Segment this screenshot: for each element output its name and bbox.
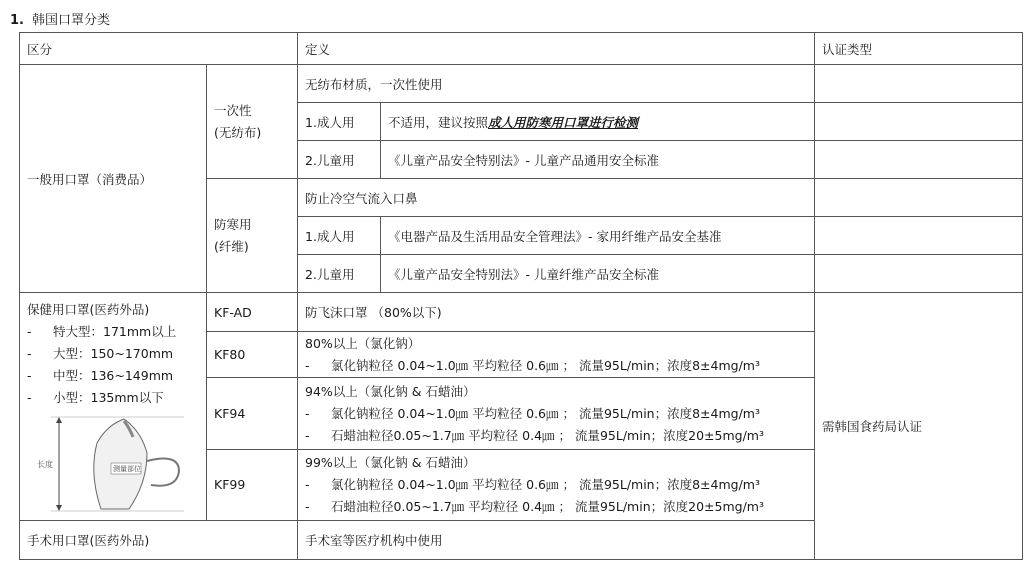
surgical-desc: 手术室等医疗机构中使用 (298, 521, 815, 560)
size-item (27, 387, 199, 409)
mask-ear-loop (147, 459, 179, 486)
disposable-child-text: 《儿童产品安全特别法》- 儿童产品通用安全标准 (381, 141, 815, 179)
health-category-cell (20, 293, 207, 521)
adult-text-prefix: 不适用，建议按照 (388, 114, 489, 130)
disposable-desc: 无纺布材质，一次性使用 (298, 65, 815, 103)
general-category-cell: 一般用口罩（消费品） (20, 65, 207, 293)
kf99-desc (298, 449, 815, 520)
kf99-grade: KF99 (207, 449, 298, 520)
cert-empty (815, 255, 1023, 293)
dash: - (305, 498, 310, 514)
dash: - (27, 368, 32, 383)
cold-child-label: 2.儿童用 (298, 255, 381, 293)
kf80-line2-row (305, 355, 807, 377)
mask-measurement-figure (29, 413, 189, 517)
header-row (20, 33, 1023, 65)
kf94-line1: 94%以上（氯化钠 & 石蜡油） (305, 383, 476, 399)
health-cert-cell: 需韩国食药局认证 (815, 293, 1023, 560)
header-definition: 定义 (298, 33, 815, 65)
size-item (27, 343, 199, 365)
kf99-line3-row (305, 496, 807, 518)
measure-label: 测量部位 (113, 465, 141, 473)
disposable-material: (无纺布) (214, 124, 262, 140)
kf94-grade: KF94 (207, 378, 298, 449)
cold-label: 防寒用 (214, 216, 252, 232)
cold-type-cell (207, 179, 298, 293)
kf80-line1: 80%以上（氯化钠） (305, 335, 421, 351)
dash: - (305, 405, 310, 421)
section-title: 韩国口罩分类 (31, 13, 110, 28)
arrow-bottom (56, 505, 62, 511)
health-label: 保健用口罩(医药外品) (27, 302, 150, 317)
table-row (20, 65, 1023, 103)
length-label: 长度 (37, 460, 53, 469)
kf99-line2: 氯化钠粒径 0.04~1.0㎛ 平均粒径 0.6㎛ ； 流量95L/min；浓度8±4mg/m³ (331, 476, 760, 492)
cold-child-text: 《儿童产品安全特别法》- 儿童纤维产品安全标准 (381, 255, 815, 293)
cold-adult-label: 1.成人用 (298, 217, 381, 255)
disposable-adult-text (381, 103, 815, 141)
size-item (27, 321, 199, 343)
kf94-line2: 氯化钠粒径 0.04~1.0㎛ 平均粒径 0.6㎛ ； 流量95L/min；浓度8±4mg/m³ (331, 405, 760, 421)
size-item (27, 365, 199, 387)
header-category: 区分 (20, 33, 298, 65)
kf94-line3-row (305, 425, 807, 447)
kf94-desc (298, 378, 815, 449)
adult-text-emphasis: 成人用防寒用口罩进行检测 (488, 114, 639, 130)
dash: - (305, 476, 310, 492)
size-xl: 特大型：171mm以上 (53, 324, 177, 339)
dash: - (305, 357, 310, 373)
cold-material: (纤维) (214, 238, 249, 254)
kf99-line3: 石蜡油粒径0.05~1.7㎛ 平均粒径 0.4㎛ ； 流量95L/min；浓度20±5mg/m³ (331, 498, 764, 514)
disposable-adult-label: 1.成人用 (298, 103, 381, 141)
disposable-child-label: 2.儿童用 (298, 141, 381, 179)
dash: - (27, 390, 32, 405)
disposable-label: 一次性 (214, 102, 252, 118)
table-row (20, 293, 1023, 332)
cert-empty (815, 217, 1023, 255)
kf80-grade: KF80 (207, 332, 298, 378)
size-s: 小型：135mm以下 (53, 390, 164, 405)
kf99-line2-row (305, 474, 807, 496)
size-m: 中型：136~149mm (53, 368, 174, 383)
cert-empty (815, 179, 1023, 217)
kf80-desc (298, 332, 815, 378)
kf80-line2: 氯化钠粒径 0.04~1.0㎛ 平均粒径 0.6㎛ ； 流量95L/min；浓度8±4mg/m³ (331, 357, 760, 373)
kf94-line3: 石蜡油粒径0.05~1.7㎛ 平均粒径 0.4㎛ ； 流量95L/min；浓度20±5mg/m³ (331, 427, 764, 443)
dash: - (305, 427, 310, 443)
surgical-category: 手术用口罩(医药外品) (20, 521, 298, 560)
cold-desc: 防止冷空气流入口鼻 (298, 179, 815, 217)
cert-empty (815, 65, 1023, 103)
header-cert: 认证类型 (815, 33, 1023, 65)
kf99-line1: 99%以上（氯化钠 & 石蜡油） (305, 454, 476, 470)
size-l: 大型：150~170mm (53, 346, 174, 361)
arrow-top (56, 417, 62, 423)
section-heading (10, 9, 110, 28)
kf94-line2-row (305, 403, 807, 425)
dash: - (27, 346, 32, 361)
section-number: 1. (10, 13, 24, 28)
cold-adult-text: 《电器产品及生活用品安全管理法》- 家用纤维产品安全基准 (381, 217, 815, 255)
kfad-desc: 防飞沫口罩 （80%以下) (298, 293, 815, 332)
cert-empty (815, 103, 1023, 141)
cert-empty (815, 141, 1023, 179)
dash: - (27, 324, 32, 339)
kfad-grade: KF-AD (207, 293, 298, 332)
disposable-type-cell (207, 65, 298, 179)
mask-classification-table (19, 32, 1023, 560)
